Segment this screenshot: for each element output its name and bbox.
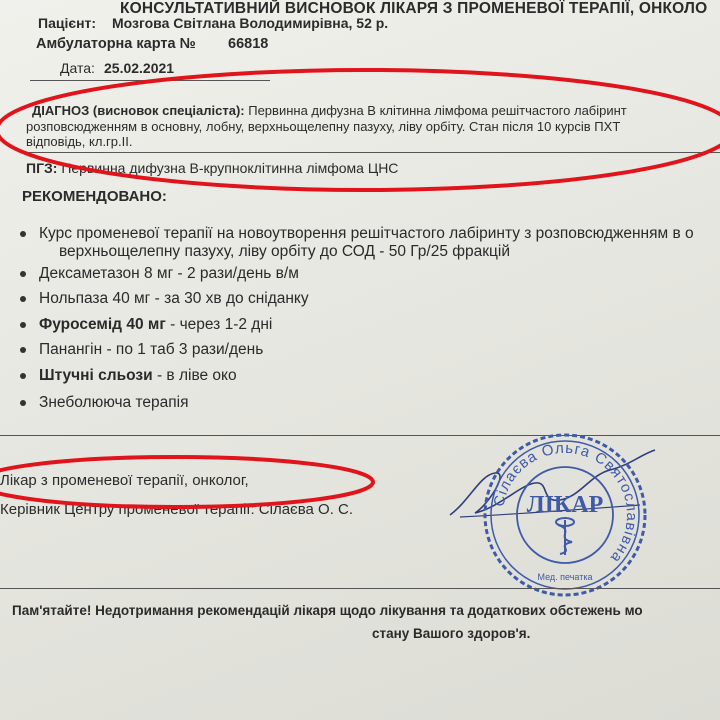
diagnosis-text-1: Первинна дифузна В клітинна лімфома решітчастого лабіринт — [248, 103, 627, 118]
diagnosis-line-1 — [32, 103, 627, 118]
recommendation-text: Дексаметазон 8 мг - 2 рази/день в/м — [39, 265, 299, 282]
recommendation-item — [20, 367, 237, 385]
diagnosis-underline — [20, 152, 720, 153]
recommendation-item — [20, 316, 272, 334]
stamp-center-text: ЛІКАР — [526, 492, 604, 518]
bullet-icon — [20, 271, 26, 277]
bullet-icon — [20, 347, 26, 353]
patient-name: Мозгова Світлана Володимирівна, 52 р. — [112, 15, 389, 31]
recommendation-text: Нольпаза 40 мг - за 30 хв до сніданку — [39, 290, 309, 307]
diagnosis-label: ДІАГНОЗ (висновок спеціаліста): — [32, 103, 245, 118]
recommendation-item — [20, 290, 309, 308]
caduceus-icon — [556, 518, 574, 555]
footer-divider — [0, 588, 720, 589]
bullet-icon — [20, 231, 26, 237]
card-number: 66818 — [228, 36, 269, 52]
diagnosis-text-3: відповідь, кл.гр.II. — [26, 134, 133, 149]
recommendation-text: - в ліве око — [152, 367, 237, 384]
card-label: Амбулаторна карта № — [36, 36, 196, 52]
recommendation-item — [20, 341, 263, 359]
recommendation-drug: Фуросемід 40 мг — [39, 316, 166, 333]
pgz-label: ПГЗ: — [26, 160, 58, 176]
date-value: 25.02.2021 — [104, 60, 175, 76]
recommendation-item-continuation — [59, 243, 510, 261]
bullet-icon — [20, 322, 26, 328]
recommendation-item — [20, 225, 694, 243]
pgz-text: Первинна дифузна В-крупноклітинна лімфома ЦНС — [61, 160, 399, 176]
recommendation-text: - через 1-2 дні — [165, 316, 273, 333]
recommendation-text: Панангін - по 1 таб 3 рази/день — [39, 341, 264, 358]
date-label: Дата: — [60, 60, 95, 76]
recommendation-drug: Штучні сльози — [39, 367, 153, 384]
recommendation-text: верхньощелепну пазуху, ліву орбіту до СОД - 50 Гр/25 фракцій — [59, 243, 511, 260]
doctor-stamp — [480, 430, 650, 600]
diagnosis-text-2: розповсюдженням в основну, лобну, верхньощелепну пазуху, ліву орбіту. Стан після 10 курсів ПХТ — [26, 119, 621, 134]
footer-warning: Пам'ятайте! Недотримання рекомендацій лікаря щодо лікування та додаткових обстежень мо — [12, 603, 643, 618]
recommendations-heading: РЕКОМЕНДОВАНО: — [22, 188, 167, 205]
pgz-line — [26, 160, 398, 176]
recommendation-item — [20, 394, 189, 412]
bullet-icon — [20, 400, 26, 406]
document-title: КОНСУЛЬТАТИВНИЙ ВИСНОВОК ЛІКАРЯ З ПРОМЕНЕВОЇ ТЕРАПІЇ, ОНКОЛО — [120, 0, 708, 17]
footer-warning-continuation: стану Вашого здоров'я. — [372, 626, 531, 641]
date-underline — [30, 80, 270, 81]
head-of-center: Керівник Центру променевої терапії: Сілаєва О. С. — [0, 501, 354, 518]
bullet-icon — [20, 296, 26, 302]
recommendation-text: Знеболююча терапія — [39, 394, 189, 411]
bullet-icon — [20, 373, 26, 379]
stamp-ring-text: Сілаєва Ольга Святославівна — [490, 439, 641, 567]
doctor-title: Лікар з променевої терапії, онколог, — [0, 472, 249, 489]
recommendation-text: Курс променевої терапії на новоутворення решітчастого лабіринту з розповсюдженням в о — [39, 225, 694, 242]
stamp-bottom-text: Мед. печатка — [537, 572, 593, 582]
recommendation-item — [20, 265, 299, 283]
patient-label: Пацієнт: — [38, 15, 97, 31]
